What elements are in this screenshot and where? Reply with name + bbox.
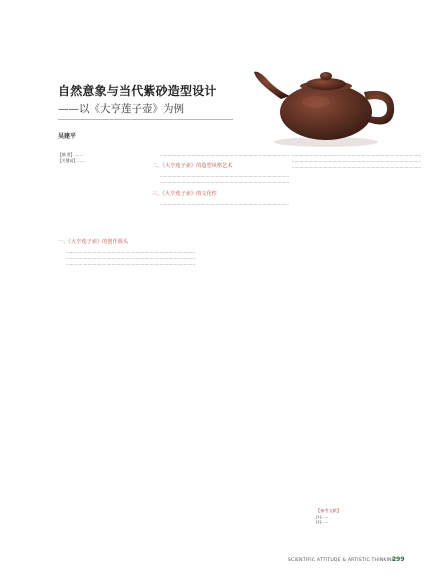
column-1 [58, 234, 196, 540]
references-heading: 【参考文献】 [316, 508, 342, 513]
column-3 [284, 152, 422, 532]
abstract-block [58, 152, 144, 226]
paragraph: ………………………………………………………………………………………… [292, 158, 422, 164]
reference-item: [1]…… [316, 514, 329, 519]
section-heading-2: 二、《大亨莲子壶》的造型风格艺术 [152, 163, 233, 170]
reference-item: [2]…… [316, 520, 329, 525]
paragraph: ………………………………………………………………………………………… [66, 249, 196, 254]
abstract-text: 【摘 要】…… [58, 152, 82, 157]
paragraph: ………………………………………………………………………………………… [160, 200, 290, 206]
paragraph: ………………………………………………………………………………………… [66, 255, 196, 261]
references-block [316, 508, 402, 544]
paragraph: ………………………………………………………………………………………… [292, 164, 422, 170]
title-divider [58, 119, 233, 120]
journal-running-footer: SCIENTIFIC ATTITUDE & ARTISTIC THINKING [288, 558, 396, 563]
page-number: 299 [392, 556, 405, 563]
paragraph: ………………………………………………………………………………………… [160, 173, 290, 179]
paragraph: ………………………………………………………………………………………… [292, 152, 422, 157]
article-title: 自然意象与当代紫砂造型设计 [58, 84, 217, 98]
author-name: 吴建平 [58, 133, 77, 140]
teapot-illustration [246, 34, 406, 154]
column-2 [152, 152, 290, 538]
section-heading-1: 一、《大亨莲子壶》的创作源头 [58, 239, 129, 245]
section-heading-3: 三、《大亨莲子壶》的文化性 [152, 190, 217, 197]
keywords-text: 【关键词】…… [58, 158, 85, 164]
paragraph: ………………………………………………………………………………………… [160, 179, 290, 185]
paragraph: ………………………………………………………………………………………… [66, 261, 196, 267]
paragraph: ………………………………………………………………………………………… [160, 152, 290, 157]
article-subtitle: ——以《大亨莲子壶》为例 [58, 103, 184, 115]
